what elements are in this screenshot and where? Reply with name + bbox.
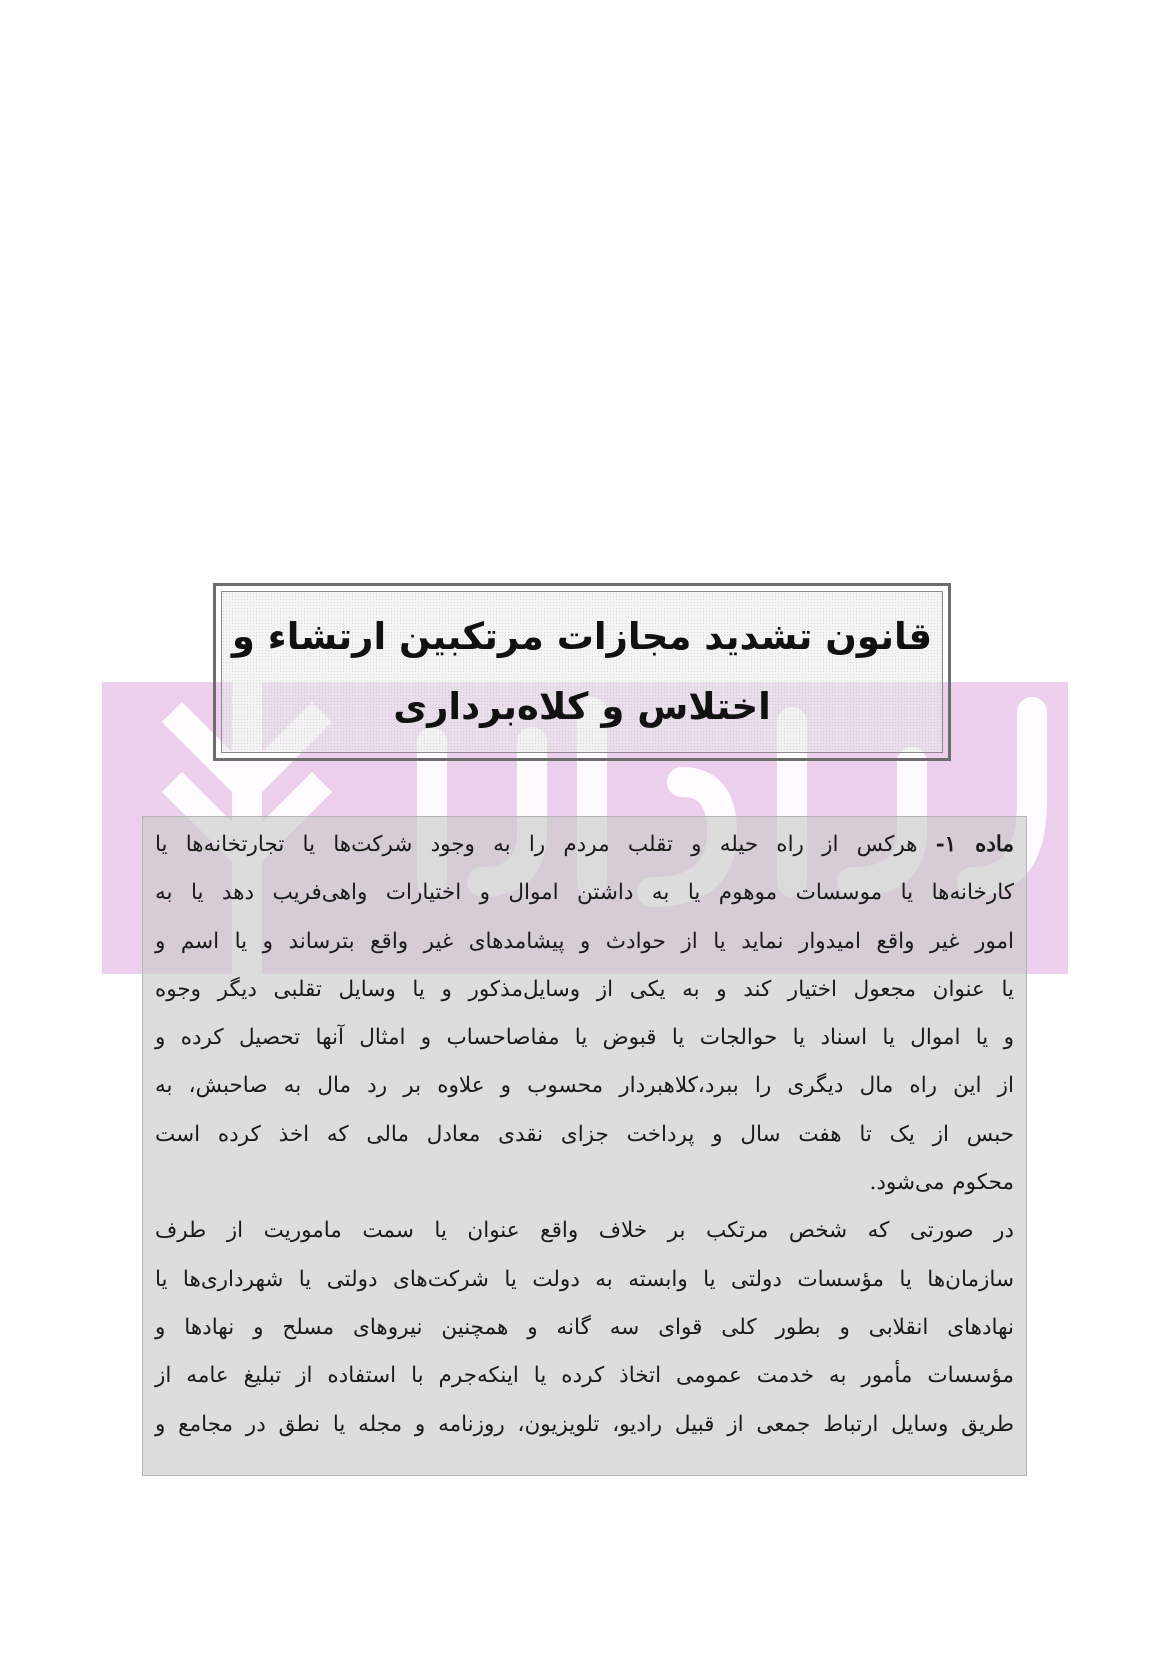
article-label: ماده ۱- (935, 832, 1014, 857)
article-line: کارخانه‌ها یا موسسات موهوم یا به داشتن اموال و اختیارات واهی‌فریب دهد یا به (155, 880, 1014, 906)
article-line: مؤسسات مأمور به خدمت عمومی اتخاذ کرده یا اینکه‌جرم با استفاده از تبلیغ عامه از (155, 1363, 1014, 1389)
article-line: محکوم می‌شود. (869, 1170, 1014, 1196)
article-line: حبس از یک تا هفت سال و پرداخت جزای نقدی معادل مالی که اخذ کرده است (155, 1121, 1014, 1147)
article-1-paragraph (155, 821, 1014, 1207)
title-inner (221, 591, 943, 753)
article-1-paragraph-2 (155, 1207, 1014, 1448)
title-line-1: قانون تشدید مجازات مرتکبین ارتشاء و (231, 615, 933, 658)
article-line: طریق وسایل ارتباط جمعی از قبیل رادیو، تلویزیون، روزنامه و مجله یا نطق در مجامع و (155, 1411, 1014, 1437)
article-line: یا عنوان مجعول اختیار کند و به یکی از وسایل‌مذکور و یا وسایل تقلبی دیگر وجوه (155, 976, 1014, 1002)
article-text-box (142, 816, 1027, 1476)
title-box (213, 583, 951, 761)
article-line: امور غیر واقع امیدوار نماید یا از حوادث و پیشامدهای غیر واقع بترساند و یا اسم و (155, 928, 1014, 954)
title-line-2: اختلاس و کلاه‌برداری (393, 685, 771, 728)
article-line: ماده ۱- هرکس از راه حیله و تقلب مردم را به وجود شرکت‌ها یا تجارتخانه‌ها یا (155, 832, 1014, 857)
article-line: در صورتی که شخص مرتکب بر خلاف واقع عنوان یا سمت ماموریت از طرف (155, 1218, 1014, 1244)
article-line: از این راه مال دیگری را ببرد،کلاهبردار محسوب و علاوه بر رد مال به صاحبش، به (155, 1073, 1014, 1099)
article-line: و یا اموال یا اسناد یا حوالجات یا قبوض یا مفاصاحساب و امثال آنها تحصیل کرده و (155, 1025, 1014, 1051)
article-line: نهادهای انقلابی و بطور کلی قوای سه گانه و همچنین نیروهای مسلح و نهادها و (155, 1314, 1014, 1340)
article-line: سازمان‌ها یا مؤسسات دولتی یا وابسته به دولت یا شرکت‌های دولتی یا شهرداری‌ها یا (155, 1266, 1014, 1292)
